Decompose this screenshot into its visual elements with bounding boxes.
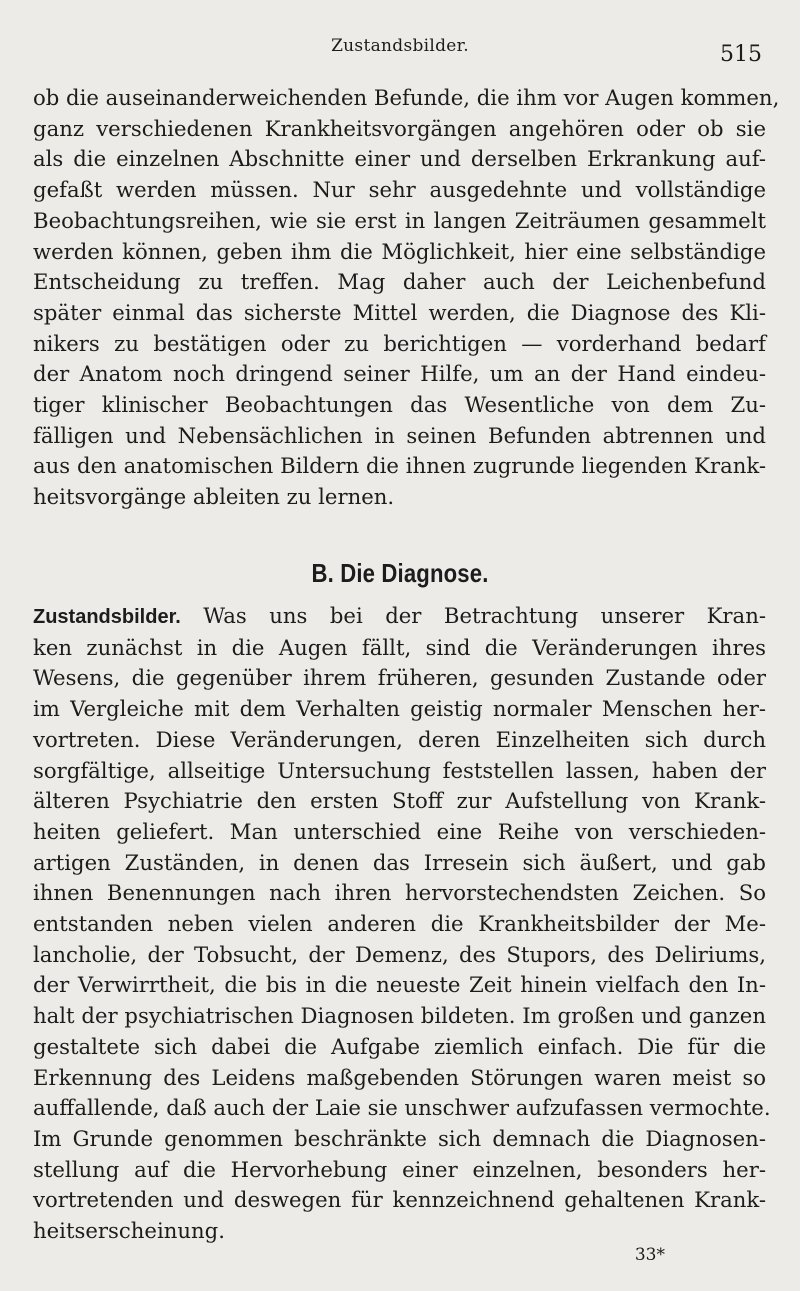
running-title: Zustandsbilder. [331, 36, 469, 56]
paragraph-line: ob die auseinanderweichenden Befunde, die ihm vor Augen kommen, [33, 85, 780, 110]
paragraph-line: der Verwirrtheit, die bis in die neueste Zeit hinein vielfach den In- [33, 972, 766, 998]
paragraph-continuation [33, 83, 780, 513]
paragraph-line: ken zunächst in die Augen fällt, sind die Veränderungen ihres [33, 634, 766, 660]
paragraph-line: heiten geliefert. Man unterschied eine Reihe von verschieden- [33, 818, 766, 844]
section-heading: B. Die Diagnose. [311, 558, 489, 588]
page-number: 515 [720, 42, 762, 67]
paragraph-line: sorgfältige, allseitige Untersuchung feststellen lassen, haben der [33, 757, 766, 783]
paragraph-line: Wesens, die gegenüber ihrem früheren, gesunden Zustande oder [33, 665, 766, 691]
paragraph-line: im Vergleiche mit dem Verhalten geistig normaler Menschen her- [33, 696, 766, 722]
paragraph-line: artigen Zuständen, in denen das Irresein sich äußert, und gab [33, 849, 766, 875]
paragraph-line [33, 601, 766, 633]
paragraph-line: nikers zu bestätigen oder zu berichtigen — vorderhand bedarf [33, 330, 766, 356]
paragraph-line: entstanden neben vielen anderen die Krankheitsbilder der Me- [33, 911, 766, 937]
paragraph-line: aus den anatomischen Bildern die ihnen zugrunde liegenden Krank- [33, 453, 766, 479]
paragraph-line: als die einzelnen Abschnitte einer und derselben Erkrankung auf- [33, 146, 766, 172]
paragraph-line: älteren Psychiatrie den ersten Stoff zur Aufstellung von Krank- [33, 788, 766, 814]
paragraph-line: werden können, geben ihm die Möglichkeit, hier eine selbständige [33, 238, 766, 264]
paragraph-line: vortretenden und deswegen für kennzeichnend gehaltenen Krank- [33, 1187, 766, 1213]
paragraph-line: heitserscheinung. [33, 1218, 225, 1244]
paragraph-line: halt der psychiatrischen Diagnosen bildeten. Im großen und ganzen [33, 1003, 766, 1029]
paragraph-line-text: Was uns bei der Betrachtung unserer Kran- [203, 603, 766, 628]
paragraph-line: lancholie, der Tobsucht, der Demenz, des Stupors, des Deliriums, [33, 941, 766, 967]
paragraph-line: gestaltete sich dabei die Aufgabe ziemlich einfach. Die für die [33, 1033, 766, 1059]
paragraph-line: Erkennung des Leidens maßgebenden Störungen waren meist so [33, 1064, 766, 1090]
paragraph-line: ganz verschiedenen Krankheitsvorgängen angehören oder ob sie [33, 115, 766, 141]
paragraph-line: später einmal das sicherste Mittel werden, die Diagnose des Kli- [33, 299, 766, 325]
paragraph-line: gefaßt werden müssen. Nur sehr ausgedehnte und vollständige [33, 177, 766, 203]
paragraph-line: auffallende, daß auch der Laie sie unschwer aufzufassen vermochte. [33, 1095, 771, 1121]
runin-heading: Zustandsbilder. [33, 606, 181, 628]
paragraph-zustandsbilder [33, 601, 771, 1247]
paragraph-line: Beobachtungsreihen, wie sie erst in langen Zeiträumen gesammelt [33, 207, 766, 233]
signature-mark: 33* [634, 1245, 665, 1265]
paragraph-line: vortreten. Diese Veränderungen, deren Einzelheiten sich durch [33, 726, 766, 752]
paragraph-line: fälligen und Nebensächlichen in seinen Befunden abtrennen und [33, 422, 766, 448]
paragraph-line: Im Grunde genommen beschränkte sich demnach die Diagnosen- [33, 1125, 766, 1151]
paragraph-line: der Anatom noch dringend seiner Hilfe, um an der Hand eindeu- [33, 361, 766, 387]
paragraph-line: stellung auf die Hervorhebung einer einzelnen, besonders her- [33, 1156, 766, 1182]
paragraph-line: heitsvorgänge ableiten zu lernen. [33, 484, 395, 510]
paragraph-line: ihnen Benennungen nach ihren hervorstechendsten Zeichen. So [33, 880, 766, 906]
paragraph-line: Entscheidung zu treffen. Mag daher auch der Leichenbefund [33, 269, 766, 295]
paragraph-line: tiger klinischer Beobachtungen das Wesentliche von dem Zu- [33, 392, 766, 418]
